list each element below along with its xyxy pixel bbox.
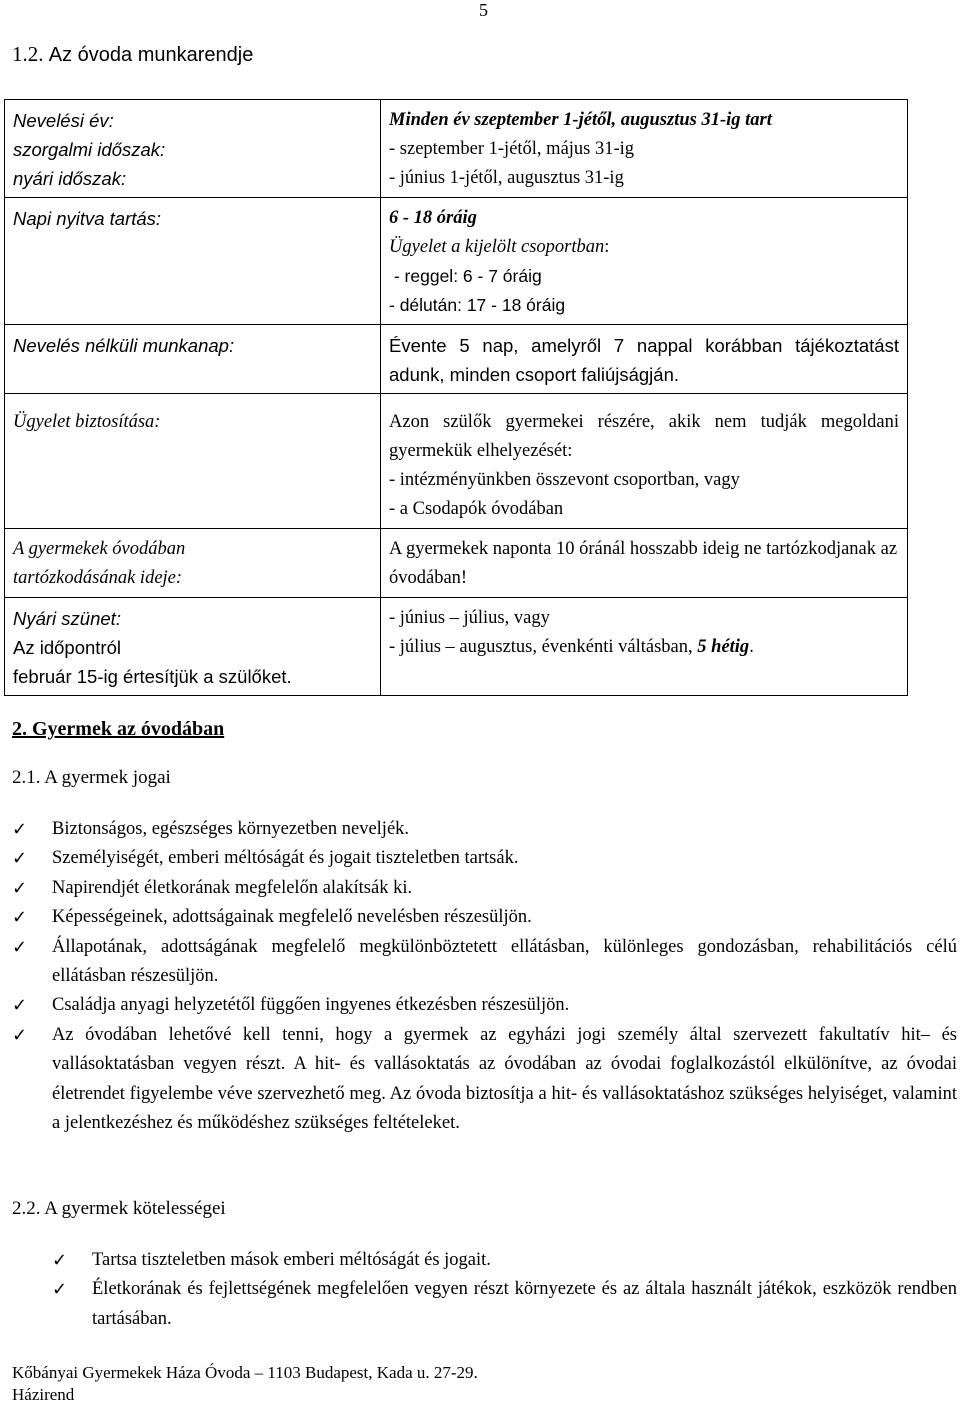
- section-title: [12, 42, 253, 67]
- row-value-duty: Azon szülők gyermekei részére, akik nem tudják megoldani gyermekük elhelyezését: - intézményünkben összevont csoportban, vagy - a Csodapók óvodában: [381, 394, 908, 529]
- row-value-opening-hours: 6 - 18 óráig Ügyelet a kijelölt csoportban: - reggel: 6 - 7 óráig - délután: 17 - 18 óráig: [381, 198, 908, 325]
- list-item: ✓ Napirendjét életkorának megfelelőn alakítsák ki.: [12, 874, 957, 903]
- row-label-educational-year: Nevelési év: szorgalmi időszak: nyári időszak:: [5, 100, 381, 198]
- heading-child-rights: 2.1. A gyermek jogai: [12, 767, 171, 788]
- table-row: [5, 598, 908, 696]
- duties-list: [52, 1246, 957, 1334]
- list-item: ✓ Életkorának és fejlettségének megfelelően vegyen részt környezete és az általa használt játékok, eszközök rendben tartásában.: [52, 1275, 957, 1334]
- table-row: [5, 394, 908, 529]
- row-label-stay-duration: A gyermekek óvodában tartózkodásának ideje:: [5, 529, 381, 598]
- row-value-non-teaching-day: Évente 5 nap, amelyről 7 nappal korábban tájékoztatást adunk, minden csoport faliújságján.: [381, 325, 908, 394]
- section-title-text: Az óvoda munkarendje: [48, 44, 254, 66]
- list-item: ✓ Családja anyagi helyzetétől függően ingyenes étkezésben részesüljön.: [12, 991, 957, 1020]
- check-icon: ✓: [12, 907, 28, 929]
- list-item: ✓ Személyiségét, emberi méltóságát és jogait tiszteletben tartsák.: [12, 844, 957, 873]
- check-icon: ✓: [12, 877, 28, 899]
- check-icon: ✓: [12, 848, 28, 870]
- list-item: ✓ Állapotának, adottságának megfelelő megkülönböztetett ellátásban, különleges gondozásban, rehabilitációs célú ellátásban részesüljön.: [12, 933, 957, 992]
- footer: [12, 1362, 478, 1406]
- page-number: 5: [479, 0, 488, 20]
- row-value-educational-year: Minden év szeptember 1-jétől, augusztus 31-ig tart - szeptember 1-jétől, május 31-ig - június 1-jétől, augusztus 31-ig: [381, 100, 908, 198]
- row-value-stay-duration: A gyermekek naponta 10 óránál hosszabb ideig ne tartózkodjanak az óvodában!: [381, 529, 908, 598]
- check-icon: ✓: [12, 936, 28, 958]
- row-value-summer-break: - június – július, vagy - július – augusztus, évenkénti váltásban, 5 hétig.: [381, 598, 908, 696]
- check-icon: ✓: [12, 995, 28, 1017]
- table-row: [5, 198, 908, 325]
- heading-child-in-kindergarten: 2. Gyermek az óvodában: [12, 718, 225, 740]
- schedule-table: [4, 99, 908, 696]
- check-icon: ✓: [12, 819, 28, 840]
- footer-address: Kőbányai Gyermekek Háza Óvoda – 1103 Budapest, Kada u. 27-29.: [12, 1363, 478, 1382]
- section-number: 1.2.: [12, 42, 44, 66]
- list-item: ✓ Az óvodában lehetővé kell tenni, hogy a gyermek az egyházi jogi személy által szervezett fakultatív hit– és vallásoktatásban vegyen részt. A hit- és vallásoktatás az óvodában az óvodai foglalkozástól elkülönítve, az óvodai életrendet figyelembe véve szervezhető meg. Az óvoda biztosítja a hit- és vallásoktatáshoz szükséges helyiséget, valamint a jelentkezéshez és működéshez szükséges feltételeket.: [12, 1021, 957, 1139]
- row-label-summer-break: Nyári szünet: Az időpontról február 15-ig értesítjük a szülőket.: [5, 598, 381, 696]
- row-label-opening-hours: Napi nyitva tartás:: [5, 198, 381, 325]
- row-label-duty: Ügyelet biztosítása:: [5, 394, 381, 529]
- row-label-non-teaching-day: Nevelés nélküli munkanap:: [5, 325, 381, 394]
- list-item: ✓ Biztonságos, egészséges környezetben neveljék.: [12, 815, 957, 844]
- heading-child-duties: 2.2. A gyermek kötelességei: [12, 1198, 226, 1219]
- list-item: ✓ Tartsa tiszteletben mások emberi méltóságát és jogait.: [52, 1246, 957, 1275]
- table-row: [5, 325, 908, 394]
- footer-doc-name: Házirend: [12, 1385, 75, 1404]
- check-icon: ✓: [12, 1024, 28, 1046]
- check-icon: ✓: [52, 1279, 68, 1301]
- rights-list: [12, 815, 957, 1138]
- check-icon: ✓: [52, 1250, 68, 1271]
- table-row: [5, 100, 908, 198]
- list-item: ✓ Képességeinek, adottságainak megfelelő nevelésben részesüljön.: [12, 903, 957, 932]
- table-row: [5, 529, 908, 598]
